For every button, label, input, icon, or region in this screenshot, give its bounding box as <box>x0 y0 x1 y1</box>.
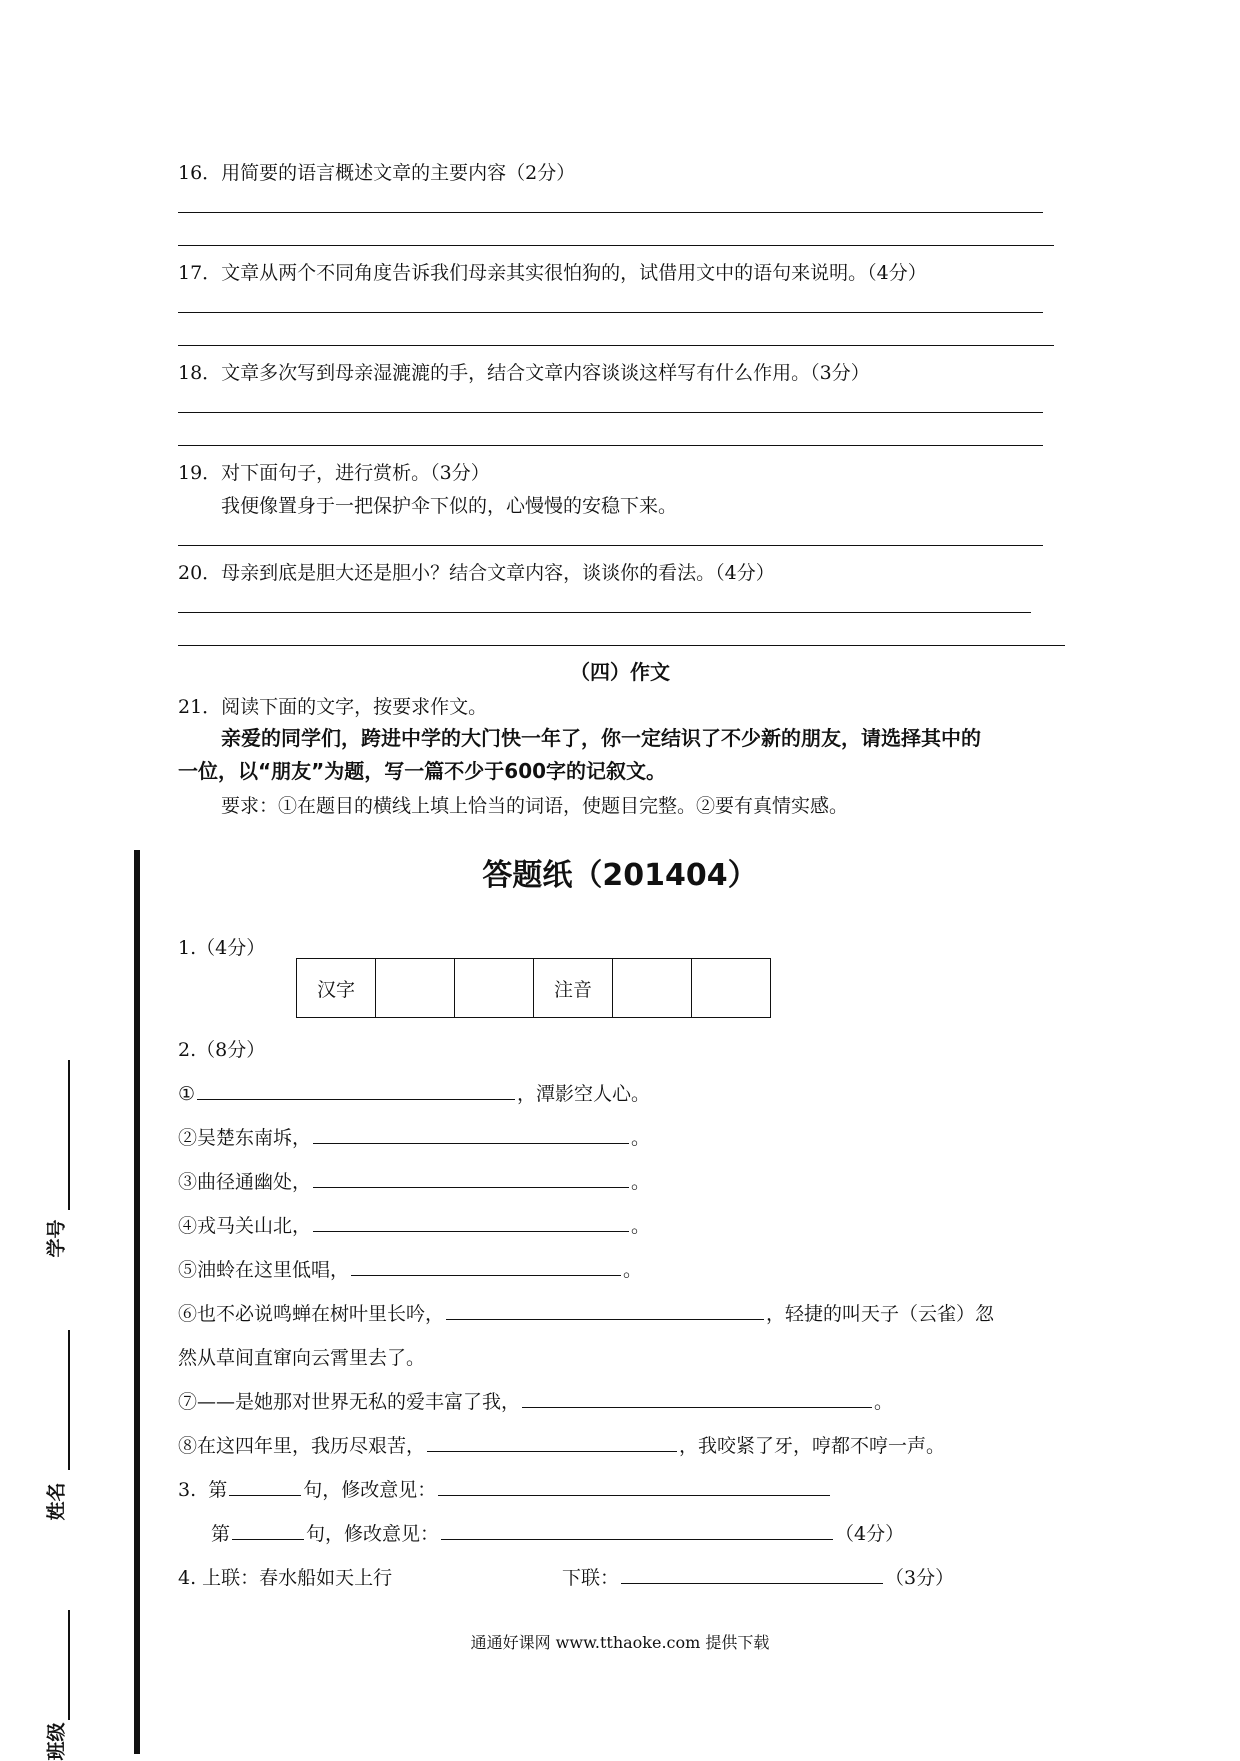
item-prefix: ⑥也不必说鸣蝉在树叶里长吟， <box>178 1303 445 1325</box>
q3-di: 第 <box>208 1479 228 1501</box>
composition-prompt-line1: 亲爱的同学们，跨进中学的大门快一年了，你一定结识了不少新的朋友，请选择其中的 <box>221 726 981 750</box>
question-20: 20．母亲到底是胆大还是胆小？结合文章内容，谈谈你的看法。（4分） <box>178 562 775 584</box>
q2-item-6-continued: 然从草间直窜向云霄里去了。 <box>178 1347 426 1369</box>
sentence-number-blank[interactable] <box>232 1521 304 1540</box>
revision-blank[interactable] <box>441 1521 833 1540</box>
composition-heading: （四）作文 <box>570 660 670 684</box>
answer-line <box>178 212 1043 213</box>
q3-ju: 句，修改意见： <box>303 1479 437 1501</box>
q1-label: 1.（4分） <box>178 937 266 959</box>
grid-cell[interactable] <box>455 959 534 1018</box>
item-prefix: ②吴楚东南坼， <box>178 1127 312 1149</box>
sentence-number-blank[interactable] <box>229 1477 301 1496</box>
q3-line-1 <box>178 1475 832 1502</box>
q4-upper-couplet: 4. 上联：春水船如天上行 <box>178 1567 393 1589</box>
grid-cell[interactable] <box>376 959 455 1018</box>
question-21: 21．阅读下面的文字，按要求作文。 <box>178 696 488 718</box>
answer-sheet-title: 答题纸（201404） <box>482 858 758 893</box>
question-17: 17．文章从两个不同角度告诉我们母亲其实很怕狗的，试借用文中的语句来说明。（4分） <box>178 262 927 284</box>
item-prefix: ① <box>178 1083 196 1105</box>
answer-line <box>178 445 1043 446</box>
q2-item-4 <box>178 1211 650 1238</box>
fill-blank[interactable] <box>313 1169 629 1188</box>
composition-prompt-line2: 一位，以“朋友”为题，写一篇不少于600字的记叙文。 <box>178 759 667 783</box>
fill-blank[interactable] <box>313 1125 629 1144</box>
answer-line <box>178 412 1043 413</box>
question-19: 19．对下面句子，进行赏析。（3分） <box>178 462 490 484</box>
q4-lower-label: 下联： <box>562 1567 620 1589</box>
lower-couplet-blank[interactable] <box>621 1565 883 1584</box>
answer-line <box>178 612 1031 613</box>
item-suffix: 。 <box>631 1171 651 1193</box>
item-suffix: 。 <box>623 1259 643 1281</box>
q3-score: （4分） <box>835 1523 905 1545</box>
q1-grid <box>296 958 771 1018</box>
q3-ju: 句，修改意见： <box>306 1523 440 1545</box>
xingming-label: 姓名 <box>45 1482 68 1521</box>
fill-blank[interactable] <box>197 1081 515 1100</box>
composition-requirements: 要求：①在题目的横线上填上恰当的词语，使题目完整。②要有真情实感。 <box>221 795 849 817</box>
answer-line <box>178 312 1043 313</box>
item-suffix: ，轻捷的叫天子（云雀）忽 <box>766 1303 995 1325</box>
question-16: 16．用简要的语言概述文章的主要内容（2分） <box>178 162 576 184</box>
answer-line <box>178 245 1054 246</box>
answer-line <box>178 345 1054 346</box>
item-prefix: ③曲径通幽处， <box>178 1171 312 1193</box>
banji-blank[interactable] <box>68 1610 70 1720</box>
item-suffix: 。 <box>631 1215 651 1237</box>
answer-line <box>178 545 1043 546</box>
item-prefix: ④戎马关山北， <box>178 1215 312 1237</box>
q2-label: 2.（8分） <box>178 1039 266 1061</box>
binding-line <box>134 850 140 1754</box>
item-suffix: 。 <box>631 1127 651 1149</box>
fill-blank[interactable] <box>313 1213 629 1232</box>
q3-di: 第 <box>211 1523 231 1545</box>
grid-cell[interactable] <box>613 959 692 1018</box>
q2-item-5 <box>178 1255 642 1282</box>
grid-hanzi-label: 汉字 <box>297 959 376 1018</box>
xuehao-blank[interactable] <box>68 1060 70 1210</box>
xingming-blank[interactable] <box>68 1330 70 1470</box>
grid-zhuyin-label: 注音 <box>534 959 613 1018</box>
q2-item-8 <box>178 1431 945 1458</box>
fill-blank[interactable] <box>522 1389 872 1408</box>
q4-score: （3分） <box>885 1567 955 1589</box>
item-prefix: ⑤油蛉在这里低唱， <box>178 1259 350 1281</box>
grid-cell[interactable] <box>692 959 771 1018</box>
q2-item-2 <box>178 1123 650 1150</box>
question-18: 18．文章多次写到母亲湿漉漉的手，结合文章内容谈谈这样写有什么作用。（3分） <box>178 362 870 384</box>
q3-number: 3. <box>178 1479 197 1501</box>
fill-blank[interactable] <box>427 1433 677 1452</box>
item-suffix: 。 <box>874 1391 894 1413</box>
item-suffix: ，我咬紧了牙，哼都不哼一声。 <box>679 1435 946 1457</box>
q2-item-6 <box>178 1299 994 1326</box>
banji-label: 班级 <box>45 1722 68 1761</box>
fill-blank[interactable] <box>446 1301 764 1320</box>
item-prefix: ⑦——是她那对世界无私的爱丰富了我， <box>178 1391 521 1413</box>
q2-item-3 <box>178 1167 650 1194</box>
revision-blank[interactable] <box>438 1477 830 1496</box>
item-suffix: ，潭影空人心。 <box>517 1083 651 1105</box>
fill-blank[interactable] <box>351 1257 621 1276</box>
question-19-sentence: 我便像置身于一把保护伞下似的，心慢慢的安稳下来。 <box>221 495 678 517</box>
answer-line <box>178 645 1065 646</box>
xuehao-label: 学号 <box>45 1219 68 1258</box>
q2-item-7 <box>178 1387 893 1414</box>
q3-line-2 <box>211 1519 904 1546</box>
q4-lower-couplet <box>562 1563 954 1590</box>
item-prefix: ⑧在这四年里，我历尽艰苦， <box>178 1435 426 1457</box>
footer-watermark: 通通好课网 www.tthaoke.com 提供下载 <box>470 1633 770 1652</box>
q2-item-1 <box>178 1079 650 1106</box>
